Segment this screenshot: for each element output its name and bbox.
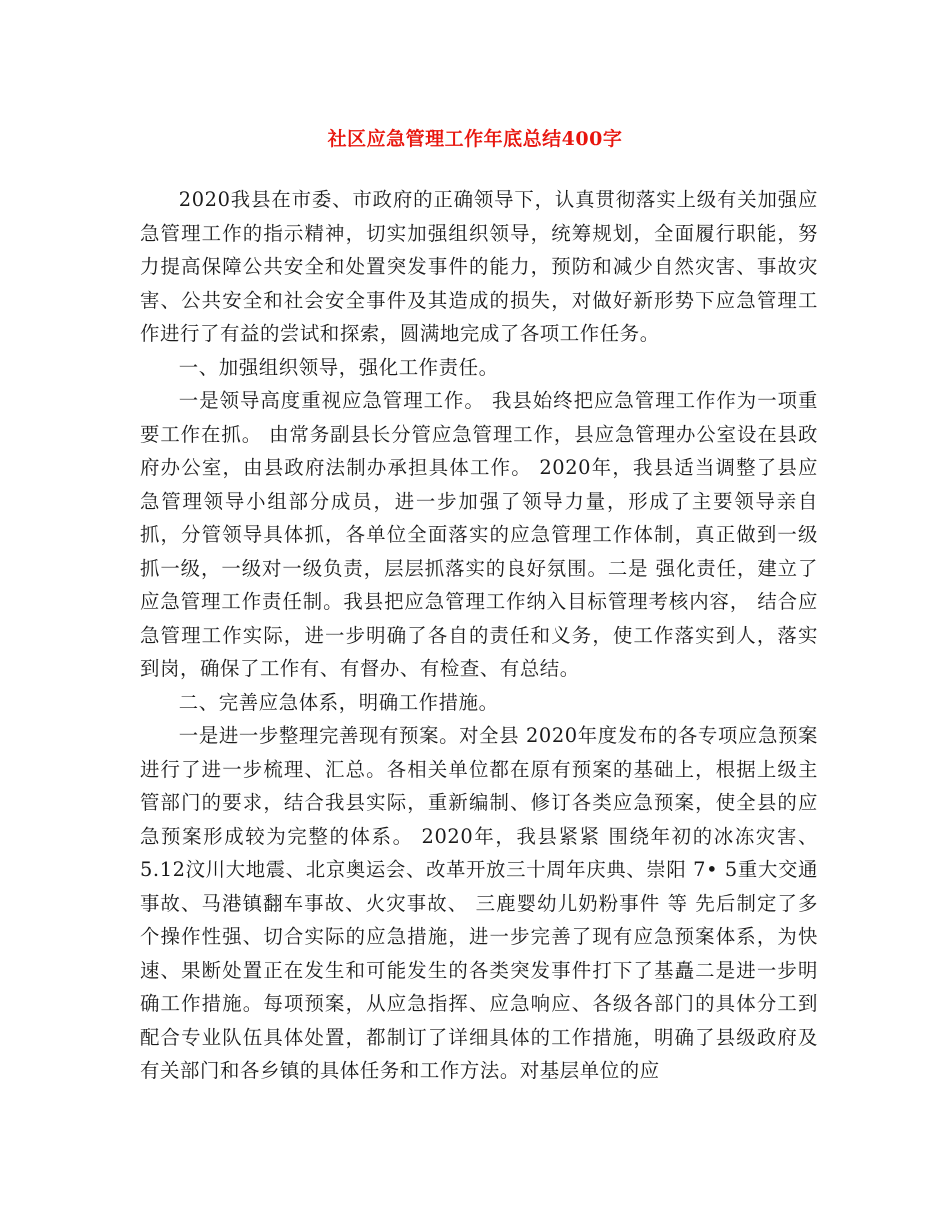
section-heading-1: 一、加强组织领导，强化工作责任。 [178, 355, 499, 379]
section-heading-2: 二、完善应急体系，明确工作措施。 [178, 690, 499, 714]
document-body [140, 183, 818, 1088]
paragraph-section-1: 一是领导高度重视应急管理工作。 我县始终把应急管理工作作为一项重要工作在抓。 由常务副县长分管应急管理工作，县应急管理办公室设在县政府办公室，由县政府法制办承担具体工作。 2020年，我县适当调整了县应急管理领导小组部分成员，进一步加强了领导力量，形成了主要领导亲自抓，分管领导具体抓，各单位全面落实的应急管理工作体制，真正做到一级抓一级，一级对一级负责，层层抓落实的良好氛围。二是 强化责任，建立了应急管理工作责任制。我县把应急管理工作纳入目标管理考核内容， 结合应急管理工作实际，进一步明确了各自的责任和义务，使工作落实到人，落实到岗，确保了工作有、有督办、有检查、有总结。 [140, 389, 818, 680]
document-title: 社区应急管理工作年底总结400字 [327, 128, 623, 150]
paragraph-intro: 2020我县在市委、市政府的正确领导下，认真贯彻落实上级有关加强应急管理工作的指示精神，切实加强组织领导，统筹规划，全面履行职能，努力提高保障公共安全和处置突发事件的能力，预防和减少自然灾害、事故灾害、公共安全和社会安全事件及其造成的损失，对做好新形势下应急管理工作进行了有益的尝试和探索，圆满地完成了各项工作任务。 [140, 188, 818, 345]
paragraph-section-2: 一是进一步整理完善现有预案。对全县 2020年度发布的各专项应急预案进行了进一步梳理、汇总。各相关单位都在原有预案的基础上，根据上级主管部门的要求，结合我县实际，重新编制、修订各类应急预案，使全县的应急预案形成较为完整的体系。 2020年，我县紧紧 围绕年初的冰冻灾害、 5.12汶川大地震、北京奥运会、改革开放三十周年庆典、崇阳 7• 5重大交通事故、马港镇翻车事故、火灾事故、 三鹿婴幼儿奶粉事件 等 先后制定了多个操作性强、切合实际的应急措施，进一步完善了现有应急预案体系，为快速、果断处置正在发生和可能发生的各类突发事件打下了基矗二是进一步明确工作措施。每项预案，从应急指挥、应急响应、各级各部门的具体分工到配合专业队伍具体处置，都制订了详细具体的工作措施，明确了县级政府及有关部门和各乡镇的具体任务和工作方法。对基层单位的应 [140, 724, 818, 1082]
